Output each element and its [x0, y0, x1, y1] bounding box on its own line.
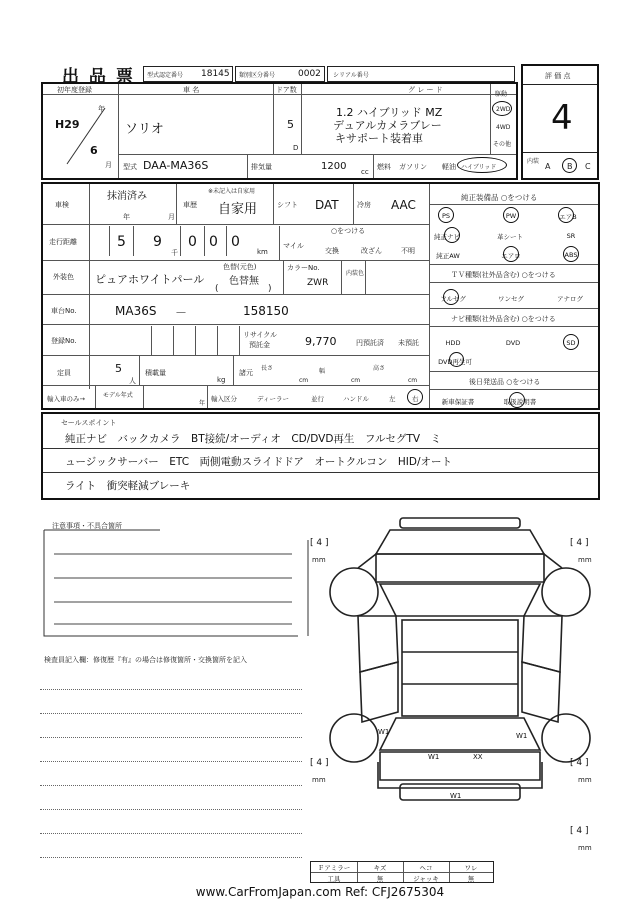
reg-label: 初年度登録 [57, 86, 92, 94]
equip-aero: エアロ [501, 252, 521, 260]
chassis-prefix: MA36S [115, 304, 157, 318]
mileage-digit: 0 [188, 234, 197, 250]
name-label: 車 名 [183, 86, 200, 94]
check-month-unit: 月 [168, 213, 175, 221]
model-label: 型式 [123, 163, 137, 171]
drive-2wd: 2WD [496, 106, 511, 113]
recycle-paid: 円預託済 [356, 339, 384, 347]
check-value: 抹消済み [107, 191, 147, 202]
fuel-hybrid: ハイブリッド [461, 164, 497, 171]
interior-b: B [567, 162, 573, 171]
meter-tampered: 改ざん [361, 247, 382, 255]
equip-pw: PW [505, 212, 517, 220]
legend-jack-value: 無 [467, 875, 475, 883]
chassis-label: 車台No. [51, 307, 77, 315]
interior-b-circle [562, 158, 577, 173]
nav-hdd: HDD [445, 339, 461, 347]
notes-bracket [40, 526, 312, 646]
height-label: 高さ [373, 365, 386, 372]
sales-point-line-1: 純正ナビ バックカメラ BT接続/オーディオ CD/DVD再生 フルセグTV ミ [65, 433, 442, 445]
fuel-hybrid-circle [457, 157, 507, 173]
load-label: 積載量 [145, 369, 166, 377]
legend-tool-value: 無 [376, 875, 384, 883]
tv-fullseg-circle [443, 289, 459, 305]
usage-label: 車歴 [183, 201, 197, 209]
tv-oneseg: ワンセグ [498, 295, 524, 303]
reg-no-label: 登録No. [51, 337, 77, 345]
notes-label: 注意事項・不具合箇所 [52, 522, 122, 530]
approval-label: 型式認定番号 [147, 72, 184, 79]
color-label: 外装色 [53, 273, 74, 281]
mark-w1-left: W1 [378, 728, 390, 736]
cm-unit: cm [351, 377, 361, 384]
color-no-label: カラーNo. [287, 264, 320, 272]
tread-rr-unit: mm [578, 776, 592, 784]
handle-right-circle [407, 389, 423, 405]
inspection-block: 車検 抹消済み 年 月 ※未記入は自家用 車歴 自家用 シフト DAT 冷房 AAC 走行距離 5 9 千 0 0 0 km ○をつける マイル 交換 改ざん 不明 外装色 ピュアホワイトパール 色替(元色) 色替無 ( ) カラーNo. ZWR 内装色 車台No. MA36S － 158150 登録No. リサイクル 預託金 9,770 円預託済 未預託 定員 5 人 積載量 kg 諸元 長さ cm 幅 cm 高さ cm 輸入車のみ→ モデル年式 年 輸入区分 ディーラー 並行 ハンドル 左 右 純正装備品 ○をつける PS PW エアB 純正ナビ 革シート SR 純正AW エアロ ABS ＴＶ種類(社外品含む) ○をつける フルセグ ワンセグ アナログ ナビ種類(社外品含む) ○をつける HDD DVD SD DVD再生可 後日発送品 ○をつける 新車保証書 取扱説明書 [41, 182, 600, 410]
sales-point-label: セールスポイント [61, 419, 117, 427]
month-unit: 月 [105, 161, 112, 169]
meter-unknown: 不明 [401, 247, 415, 255]
inspector-label: 検査員記入欄：修復歴『有』の場合は修復箇所・交換箇所を記入 [44, 656, 247, 664]
doors-label: ドア数 [276, 86, 297, 94]
approval-box [143, 66, 233, 82]
color-value: ピュアホワイトパール [95, 273, 205, 286]
sales-point-line-3: ライト 衝突軽減ブレーキ [65, 480, 191, 492]
model-year-label: モデル年式 [103, 392, 133, 399]
cc-value: 1200 [321, 161, 347, 172]
model-value: DAA-MA36S [143, 159, 209, 172]
handle-label: ハンドル [343, 395, 369, 403]
capacity-label: 定員 [57, 369, 71, 377]
interior-label: 内装 [527, 158, 540, 165]
post-manual-circle [509, 392, 525, 408]
post-warranty: 新車保証書 [441, 398, 475, 406]
chassis-number: 158150 [243, 304, 289, 318]
cc-label: 排気量 [251, 163, 272, 171]
length-label: 長さ [261, 365, 274, 372]
vehicle-name: ソリオ [125, 122, 164, 137]
reg-slash [63, 106, 108, 166]
equip-aw: 純正AW [436, 252, 460, 260]
legend-h3: ヘコ [419, 864, 433, 872]
legend-tool: 工具 [327, 875, 341, 883]
usage-value: 自家用 [218, 202, 258, 217]
equip-airbag: エアB [559, 213, 577, 221]
grade-line-2: デュアルカメラブレー [333, 119, 442, 132]
recycle-unpaid: 未預託 [398, 339, 419, 347]
import-dealer: ディーラー [257, 395, 289, 403]
legend-h1: Ｆアミラー [317, 864, 351, 872]
sales-point-box [41, 412, 600, 500]
class-label: 類別区分番号 [239, 72, 276, 79]
score-value: 4 [551, 98, 573, 138]
equip-abs-circle [563, 246, 579, 262]
load-unit: kg [217, 376, 226, 384]
usage-note: ※未記入は自家用 [208, 188, 256, 195]
serial-box [327, 66, 515, 82]
score-label: 評 価 点 [545, 72, 571, 80]
mileage-thousand: 千 [171, 249, 178, 257]
year-unit: 年 [98, 105, 105, 113]
mileage-unit: km [257, 248, 268, 256]
legend-h2: キズ [373, 864, 387, 872]
class-number: 0002 [298, 69, 321, 79]
sheet-title: 出 品 票 [62, 67, 135, 87]
grade-line-1: 1.2 ハイブリッド MZ [336, 106, 443, 119]
doors-value: 5 [287, 118, 294, 131]
serial-label: シリアル番号 [333, 72, 369, 79]
dims-label: 諸元 [239, 369, 253, 377]
tread-rl: [ 4 ] [310, 758, 329, 768]
chassis-dash: － [175, 306, 188, 320]
tread-rl-unit: mm [312, 776, 326, 784]
capacity-unit: 人 [129, 377, 136, 385]
score-box [521, 64, 599, 180]
post-title: 後日発送品 ○をつける [469, 378, 541, 386]
import-parallel: 並行 [311, 395, 324, 403]
shift-value: DAT [315, 198, 339, 212]
tread-spare: [ 4 ] [570, 826, 589, 836]
drive-other: その他 [493, 141, 512, 148]
interior-c: C [585, 162, 591, 171]
mark-w1-rear: W1 [428, 753, 440, 761]
equip-aero-circle [503, 246, 519, 262]
tread-fl: [ 4 ] [310, 538, 329, 548]
doors-unit: D [293, 144, 299, 152]
nav-dvd-play: DVD再生可 [438, 358, 472, 366]
recycle-label [243, 330, 298, 340]
tread-rr: [ 4 ] [570, 758, 589, 768]
equip-ps: PS [441, 212, 451, 220]
equip-abs: ABS [564, 251, 578, 259]
meter-exchanged: 交換 [325, 247, 339, 255]
equip-navi-circle [444, 227, 460, 243]
mileage-digit: 5 [117, 234, 126, 250]
mark-w1-bumper: W1 [450, 792, 462, 800]
check-label: 車検 [55, 201, 69, 209]
reg-month: 6 [90, 144, 98, 157]
fuel-diesel: 軽油 [442, 163, 456, 171]
mileage-digit: 0 [209, 234, 218, 250]
class-box [235, 66, 325, 82]
import-label: 輸入車のみ→ [47, 395, 85, 403]
tread-fl-unit: mm [312, 556, 326, 564]
nav-sd-circle [563, 334, 579, 350]
cm-unit: cm [299, 377, 309, 384]
drive-label: 駆動 [495, 91, 508, 98]
tread-fr: [ 4 ] [570, 538, 589, 548]
tv-title: ＴＶ種類(社外品含む) ○をつける [451, 271, 556, 279]
recycle-value: 9,770 [305, 335, 337, 348]
shift-label: シフト [277, 201, 298, 209]
equip-navi: 純正ナビ [434, 233, 460, 241]
legend-jack: ジャッキ [413, 875, 439, 883]
grade-label: グ レ ー ド [408, 86, 443, 94]
capacity-value: 5 [115, 362, 122, 375]
width-label: 幅 [319, 368, 326, 375]
tread-fr-unit: mm [578, 556, 592, 564]
check-year-unit: 年 [123, 213, 130, 221]
mileage-digit: 0 [231, 234, 240, 250]
reg-year: H29 [55, 118, 80, 131]
legend-h4: ワレ [464, 864, 478, 872]
equip-sunroof: SR [566, 232, 576, 240]
tv-analog: アナログ [557, 295, 583, 303]
model-year-unit: 年 [199, 400, 206, 407]
ac-label: 冷房 [357, 201, 371, 209]
car-diagram [318, 512, 608, 830]
ac-value: AAC [391, 198, 416, 212]
drive-2wd-circle [492, 101, 512, 116]
nav-sd: SD [566, 339, 576, 347]
fuel-gasoline: ガソリン [399, 163, 427, 171]
nav-title: ナビ種類(社外品含む) ○をつける [451, 315, 556, 323]
int-color-label: 内装色 [346, 270, 365, 277]
footer-watermark: www.CarFromJapan.com Ref: CFJ2675304 [195, 885, 445, 899]
handle-right: 右 [412, 395, 419, 403]
import-class-label: 輸入区分 [211, 395, 237, 403]
drive-4wd: 4WD [496, 124, 511, 131]
grade-line-3: キサポート装着車 [335, 132, 423, 145]
interior-a: A [545, 162, 551, 171]
nav-dvd-play-circle [449, 352, 464, 367]
mark-xx-rear: XX [473, 753, 483, 761]
mileage-label: 走行距離 [49, 238, 77, 246]
equip-leather: 革シート [497, 233, 523, 241]
handle-left: 左 [389, 395, 396, 403]
color-change-value: 色替無 [229, 276, 259, 287]
mileage-digit: 9 [153, 234, 162, 250]
meter-mile: マイル [283, 242, 304, 250]
equip-airbag-circle [558, 207, 574, 223]
color-change-label: 色替(元色) [223, 263, 257, 271]
mark-w1-right: W1 [516, 732, 528, 740]
cm-unit: cm [408, 377, 418, 384]
nav-dvd: DVD [505, 339, 521, 347]
meter-circle-note: ○をつける [331, 227, 366, 235]
color-no-value: ZWR [307, 278, 329, 288]
vehicle-info-block [41, 82, 518, 180]
equip-pw-circle [503, 207, 519, 223]
fuel-label: 燃料 [377, 163, 391, 171]
post-manual: 取扱説明書 [503, 398, 537, 406]
cc-unit: cc [361, 168, 369, 176]
tread-spare-unit: mm [578, 844, 592, 852]
approval-number: 18145 [201, 69, 230, 79]
genuine-title: 純正装備品 ○をつける [461, 193, 538, 202]
tv-fullseg: フルセグ [440, 295, 466, 303]
legend-table [310, 861, 494, 883]
equip-ps-circle [438, 207, 454, 223]
sales-point-line-2: ュージックサーバー ETC 両側電動スライドドア オートクルコン HID/オート [65, 456, 452, 468]
